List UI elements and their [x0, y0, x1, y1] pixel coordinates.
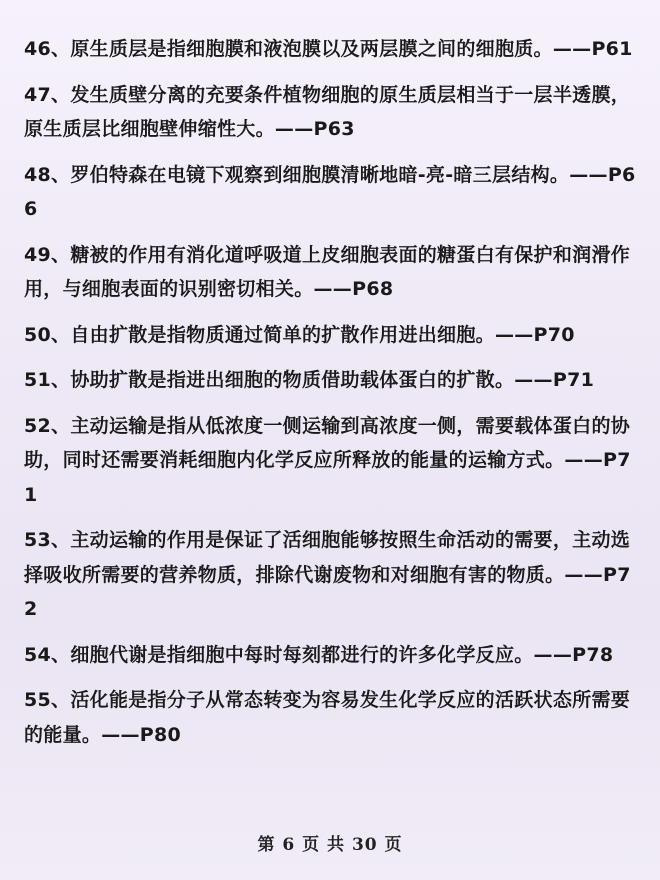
note-item-51: 51、协助扩散是指进出细胞的物质借助载体蛋白的扩散。——P71: [24, 369, 595, 391]
note-item-47: 47、发生质壁分离的充要条件植物细胞的原生质层相当于一层半透膜，原生质层比细胞壁伸缩性大。——P63: [24, 83, 631, 140]
note-item-46: 46、原生质层是指细胞膜和液泡膜以及两层膜之间的细胞质。——P61: [24, 38, 633, 60]
note-item-50: 50、自由扩散是指物质通过简单的扩散作用进出细胞。——P70: [24, 323, 575, 346]
note-item-49: 49、糖被的作用有消化道呼吸道上皮细胞表面的糖蛋白有保护和润滑作用，与细胞表面的识别密切相关。——P68: [24, 243, 631, 300]
note-item-52: 52、主动运输是指从低浓度一侧运输到高浓度一侧，需要载体蛋白的协助，同时还需要消耗细胞内化学反应所释放的能量的运输方式。——P71: [24, 414, 631, 506]
page-number-footer: 第 6 页 共 30 页: [257, 835, 403, 855]
note-item-55: 55、活化能是指分子从常态转变为容易发生化学反应的活跃状态所需要的能量。——P80: [24, 689, 631, 746]
note-item-48: 48、罗伯特森在电镜下观察到细胞膜清晰地暗-亮-暗三层结构。——P66: [24, 163, 636, 220]
note-item-54: 54、细胞代谢是指细胞中每时每刻都进行的许多化学反应。——P78: [24, 643, 614, 666]
notes-list: [24, 32, 640, 763]
note-item-53: 53、主动运输的作用是保证了活细胞能够按照生命活动的需要，主动选择吸收所需要的营养物质，排除代谢废物和对细胞有害的物质。——P72: [24, 529, 631, 620]
